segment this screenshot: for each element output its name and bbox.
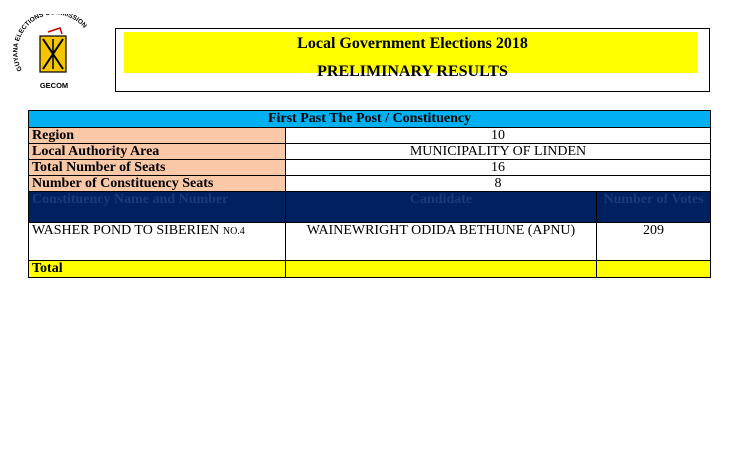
candidate-cell: WAINEWRIGHT ODIDA BETHUNE (APNU) bbox=[286, 223, 597, 261]
results-table bbox=[28, 110, 711, 278]
section-title: First Past The Post / Constituency bbox=[29, 111, 711, 128]
column-header-row bbox=[29, 192, 711, 223]
total-candidate-cell bbox=[286, 261, 597, 278]
votes-cell: 209 bbox=[597, 223, 711, 261]
section-header-row bbox=[29, 111, 711, 128]
column-header-candidate: Candidate bbox=[286, 192, 597, 223]
logo-gecom-text: GECOM bbox=[39, 81, 69, 90]
info-value: 8 bbox=[286, 176, 711, 192]
logo-arc-text: GUYANA ELECTIONS ISSION bbox=[12, 14, 88, 73]
table-row bbox=[29, 223, 711, 261]
column-header-constituency: Constituency Name and Number bbox=[29, 192, 286, 223]
info-label: Local Authority Area bbox=[29, 144, 286, 160]
report-subtitle: PRELIMINARY RESULTS bbox=[317, 63, 508, 80]
info-label: Region bbox=[29, 128, 286, 144]
report-title: Local Government Elections 2018 bbox=[297, 35, 528, 52]
constituency-number: NO.4 bbox=[222, 226, 245, 237]
constituency-cell bbox=[29, 223, 286, 261]
info-label: Total Number of Seats bbox=[29, 160, 286, 176]
total-label: Total bbox=[29, 261, 286, 278]
constituency-name: WASHER POND TO SIBERIEN bbox=[32, 223, 220, 238]
gecom-logo bbox=[10, 14, 102, 94]
info-row-constituency-seats bbox=[29, 176, 711, 192]
total-row bbox=[29, 261, 711, 278]
report-header bbox=[115, 28, 710, 92]
info-row-region bbox=[29, 128, 711, 144]
info-value: MUNICIPALITY OF LINDEN bbox=[286, 144, 711, 160]
total-votes-cell bbox=[597, 261, 711, 278]
info-row-local-authority bbox=[29, 144, 711, 160]
info-value: 10 bbox=[286, 128, 711, 144]
column-header-votes: Number of Votes bbox=[597, 192, 711, 223]
info-value: 16 bbox=[286, 160, 711, 176]
info-row-total-seats bbox=[29, 160, 711, 176]
info-label: Number of Constituency Seats bbox=[29, 176, 286, 192]
